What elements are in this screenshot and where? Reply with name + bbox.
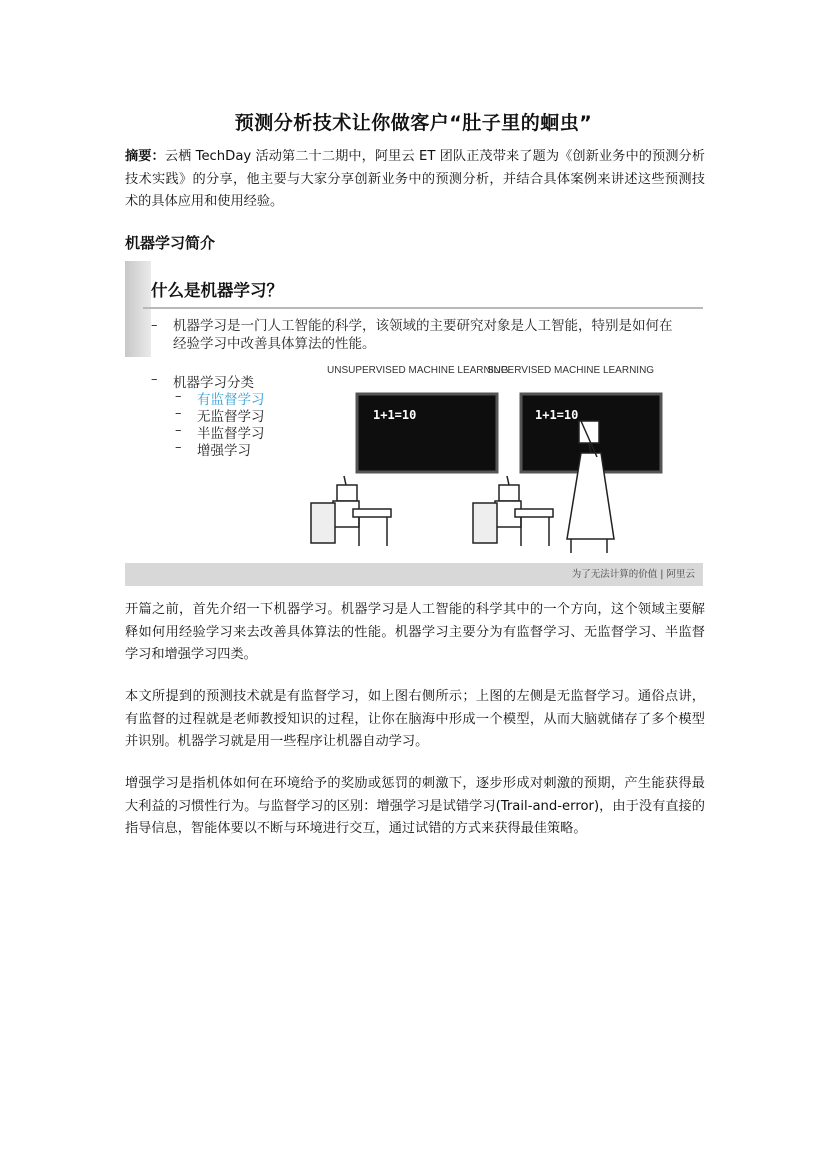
slide-side-bar (125, 261, 151, 357)
left-blackboard-text: 1+1=10 (373, 408, 417, 422)
abstract-paragraph (125, 146, 705, 214)
bullet-dash: – (151, 372, 158, 387)
bullet-dash: – (151, 318, 158, 333)
sub-bullet-dash: – (175, 440, 182, 455)
abstract-label: 摘要： (125, 149, 165, 164)
sub-bullet-dash: – (175, 406, 182, 421)
slide-figure (125, 261, 703, 586)
sub-bullet-dash: – (175, 423, 182, 438)
supervised-label: SUPERVISED MACHINE LEARNING (487, 365, 655, 376)
abstract-text: 云栖 TechDay 活动第二十二期中，阿里云 ET 团队正茂带来了题为《创新业务中的预测分析技术实践》的分享，他主要与大家分享创新业务中的预测分析，并结合具体案例来讲述这些预测技术的具体应用和使用经验。 (125, 149, 705, 209)
slide-watermark: 为了无法计算的价值 | 阿里云 (571, 569, 695, 580)
slide-title-underline (143, 307, 703, 309)
class-item-reinforcement: 增强学习 (197, 443, 251, 459)
left-student-robot (311, 476, 391, 546)
slide-title: 什么是机器学习？ (151, 281, 283, 300)
classification-title: 机器学习分类 (173, 375, 254, 391)
unsupervised-label: UNSUPERVISED MACHINE LEARNING (327, 365, 509, 376)
right-student-robot (473, 476, 553, 546)
paragraph-supervised: 本文所提到的预测技术就是有监督学习，如上图右侧所示；上图的左侧是无监督学习。通俗点讲，有监督的过程就是老师教授知识的过程，让你在脑海中形成一个模型，从而大脑就储存了多个模型并识别。机器学习就是用一些程序让机器自动学习。 (125, 689, 705, 749)
sub-bullet-dash: – (175, 389, 182, 404)
class-item-supervised: 有监督学习 (197, 392, 265, 408)
left-blackboard (357, 394, 497, 472)
class-item-unsupervised: 无监督学习 (197, 409, 265, 425)
paragraph-reinforcement: 增强学习是指机体如何在环境给予的奖励或惩罚的刺激下，逐步形成对刺激的预期，产生能获得最大利益的习惯性行为。与监督学习的区别：增强学习是试错学习(Trail-and-error)，由于没有直接的指导信息，智能体要以不断与环境进行交互，通过试错的方式来获得最佳策略。 (125, 776, 705, 836)
class-item-semi-supervised: 半监督学习 (197, 426, 265, 442)
slide-definition: 机器学习是一门人工智能的科学，该领域的主要研究对象是人工智能，特别是如何在经验学习中改善具体算法的性能。 (173, 318, 673, 352)
paragraph-intro: 开篇之前，首先介绍一下机器学习。机器学习是人工智能的科学其中的一个方向，这个领域主要解释如何用经验学习来去改善具体算法的性能。机器学习主要分为有监督学习、无监督学习、半监督学习和增强学习四类。 (125, 602, 705, 662)
document-title: 预测分析技术让你做客户“肚子里的蛔虫” (234, 112, 593, 134)
right-blackboard-text: 1+1=10 (535, 408, 579, 422)
section-heading: 机器学习简介 (125, 234, 216, 252)
ml-cartoon-illustration (309, 361, 699, 561)
